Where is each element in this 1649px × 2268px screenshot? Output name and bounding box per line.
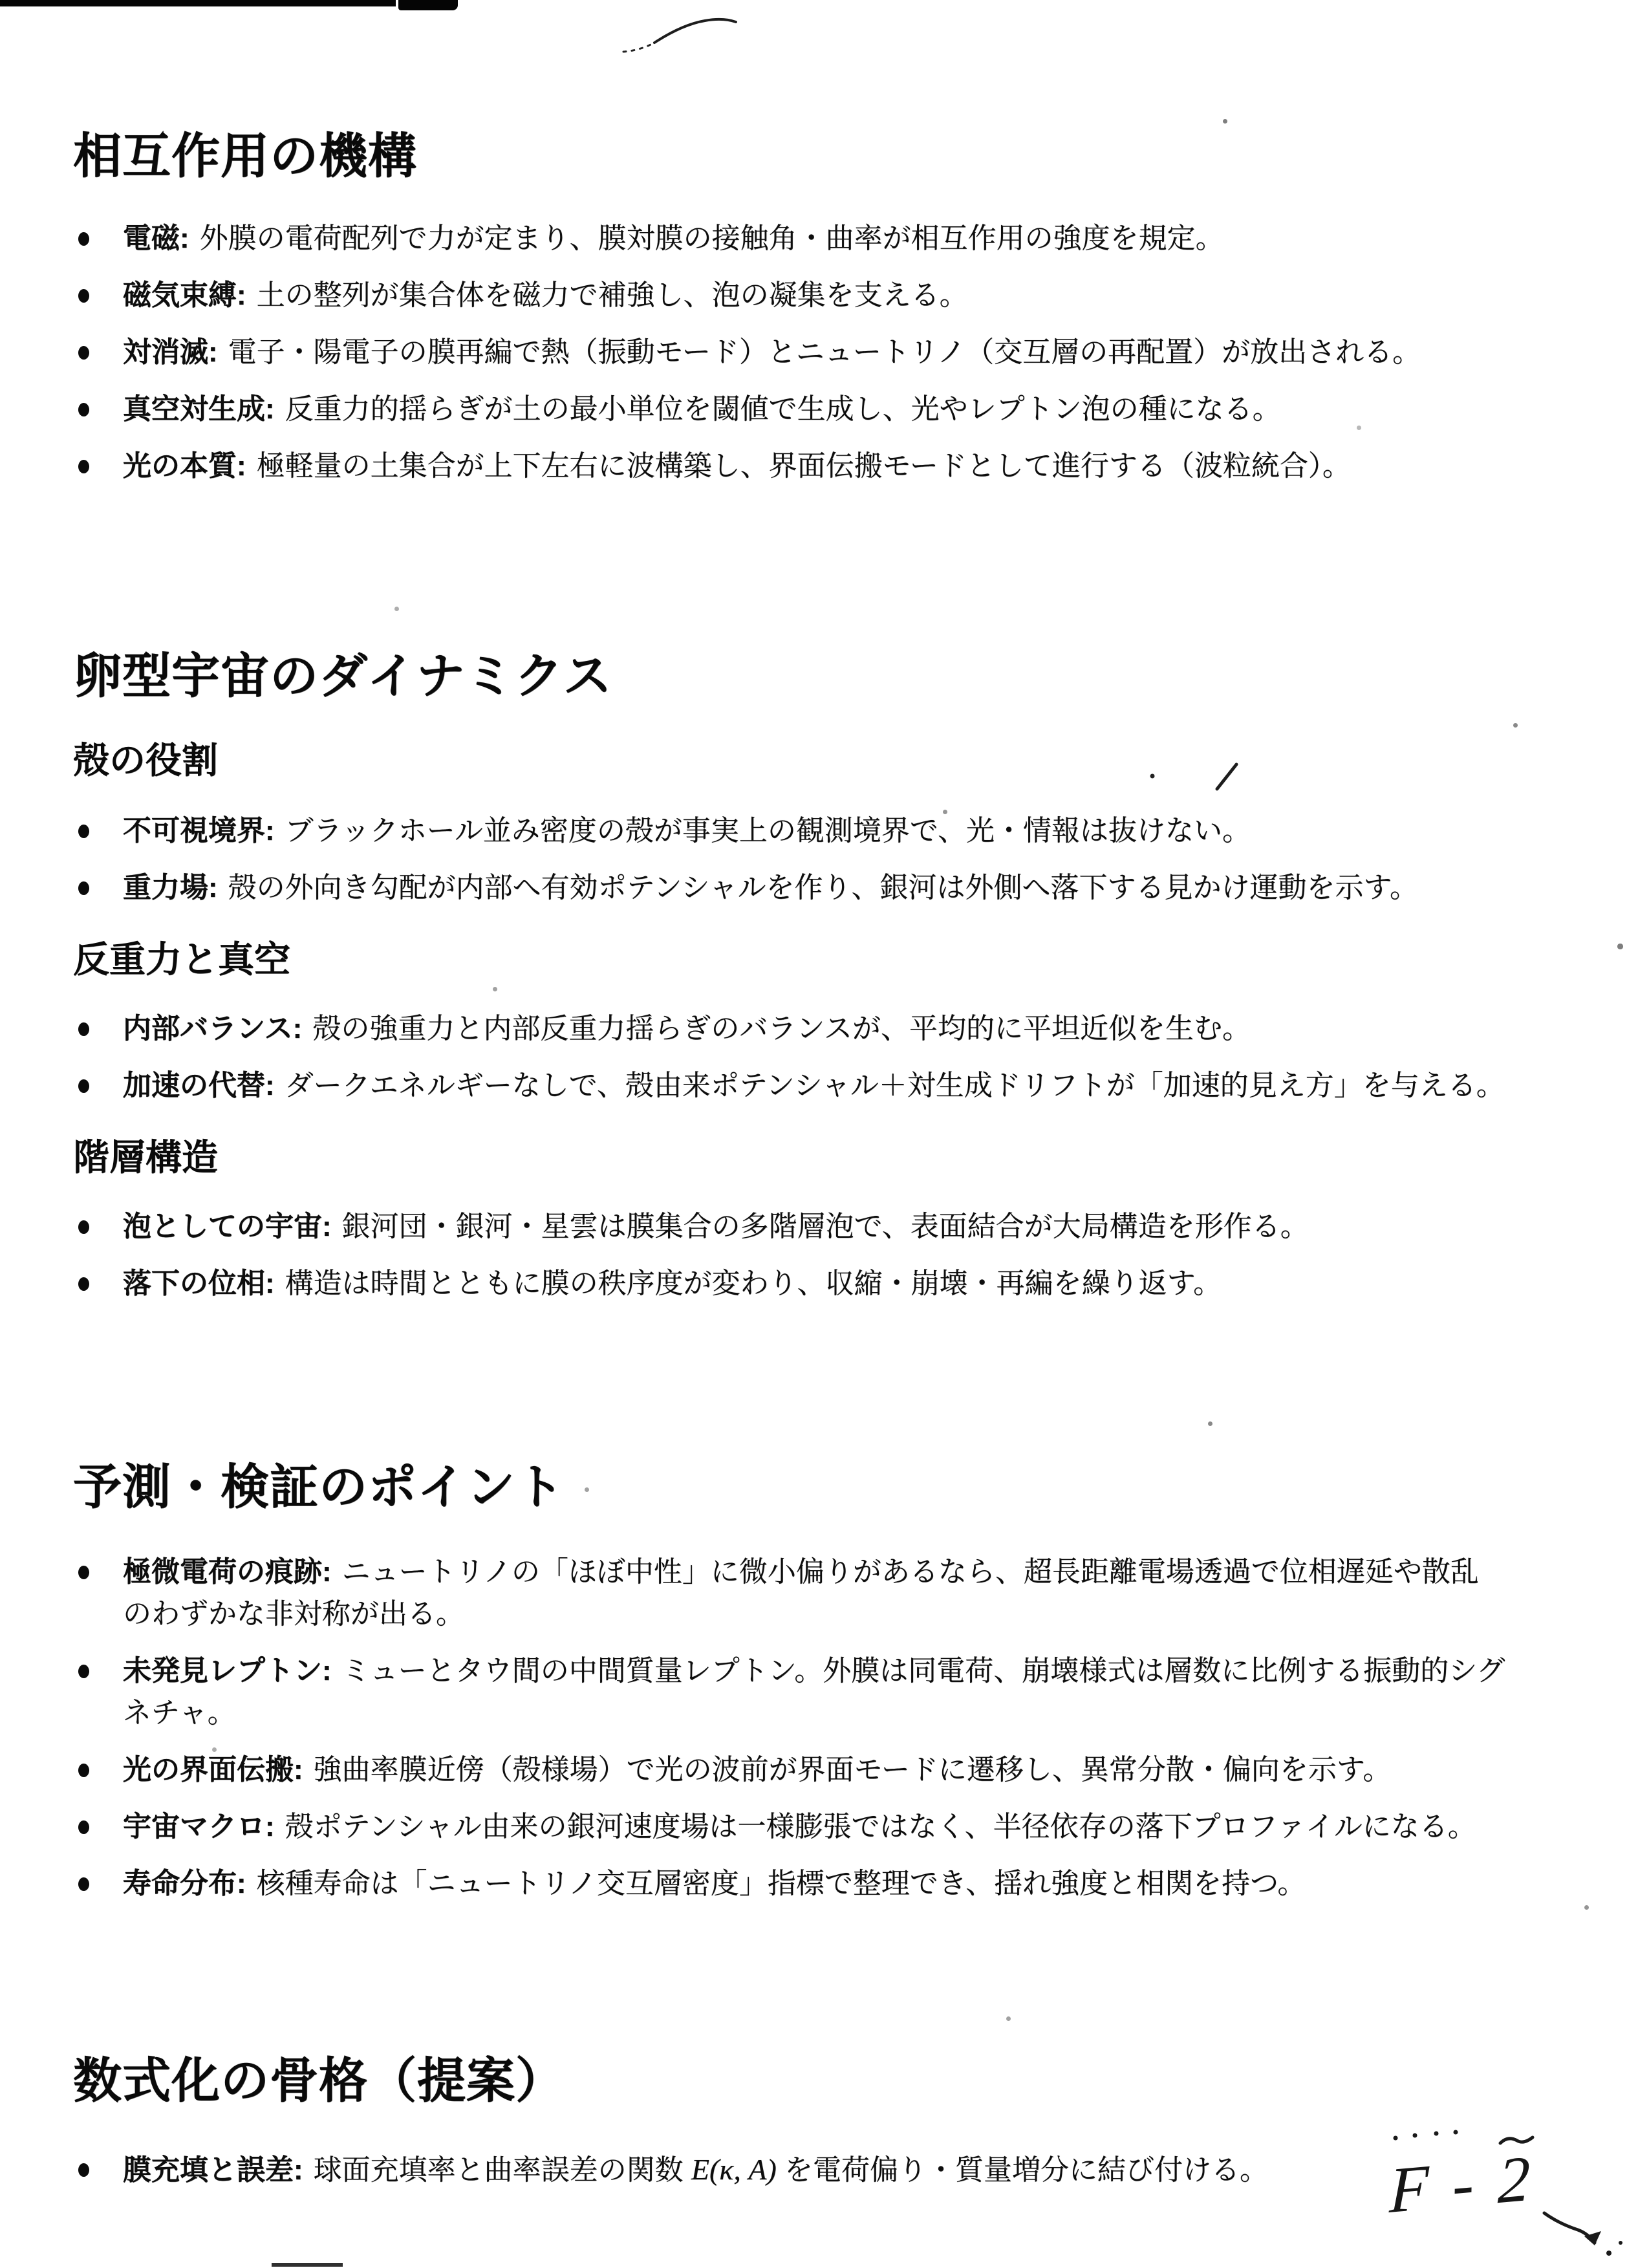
item-label: 未発見レプトン: (123, 1655, 332, 1687)
bullet-icon (78, 289, 89, 303)
item-label: 膜充填と誤差: (123, 2154, 303, 2186)
bullet-icon (78, 1566, 89, 1579)
item-text: 核種寿命は「ニュートリノ交互層密度」指標で整理でき、揺れ強度と相関を持つ。 (256, 1868, 1306, 1899)
subsection-title-hierarchy: 階層構造 (73, 1137, 218, 1178)
pen-tick-icon (1145, 757, 1248, 795)
item-label: 内部バランス: (123, 1013, 303, 1044)
bullet-icon (78, 346, 89, 360)
item-text: 電子・陽電子の膜再編で熱（振動モード）とニュートリノ（交互層の再配置）が放出される。 (228, 336, 1421, 368)
list-item (73, 1749, 1612, 1791)
item-label: 磁気束縛: (123, 279, 246, 311)
bullet-icon (78, 2163, 89, 2177)
bullet-list-antigravity-vacuum (73, 1008, 1612, 1121)
scan-artifact-top-bar (0, 0, 396, 6)
item-text: 殻ポテンシャル由来の銀河速度場は一様膨張ではなく、半径依存の落下プロファイルになる。 (285, 1811, 1476, 1842)
item-text: 反重力的揺らぎが土の最小単位を閾値で生成し、光やレプトン泡の種になる。 (285, 393, 1281, 425)
item-text: 強曲率膜近傍（殻様場）で光の波前が界面モードに遷移し、異常分散・偏向を示す。 (313, 1754, 1392, 1786)
bullet-list-section1 (73, 217, 1612, 502)
section-title-interaction-mechanism: 相互作用の機構 (73, 129, 418, 183)
item-text: ダークエネルギーなしで、殻由来ポテンシャル＋対生成ドリフトが「加速的見え方」を与える。 (285, 1070, 1505, 1101)
list-item (73, 1008, 1612, 1050)
page-mark-text: F - 2 (1388, 2141, 1535, 2227)
subsection-title-antigravity-vacuum: 反重力と真空 (73, 939, 290, 980)
math-formula: E(κ, A) (691, 2153, 777, 2186)
pen-scribble-icon (621, 14, 750, 59)
section-title-egg-universe-dynamics: 卵型宇宙のダイナミクス (73, 649, 612, 703)
item-label: 光の界面伝搬: (123, 1754, 303, 1786)
item-text-before: 球面充填率と曲率誤差の関数 (313, 2154, 691, 2186)
list-item (73, 1650, 1612, 1734)
bullet-icon (78, 1079, 89, 1093)
item-text: ブラックホール並み密度の殻が事実上の観測境界で、光・情報は抜けない。 (285, 815, 1251, 847)
list-item (73, 810, 1612, 852)
bullet-icon (78, 232, 89, 246)
item-label: 宇宙マクロ: (123, 1811, 275, 1842)
bullet-icon (78, 1277, 89, 1291)
list-item (73, 331, 1612, 373)
bullet-icon (78, 460, 89, 473)
list-item (73, 1205, 1612, 1247)
section-title-formalization-framework: 数式化の骨格（提案） (73, 2053, 565, 2108)
item-label: 重力場: (123, 872, 218, 903)
bullet-icon (78, 1022, 89, 1036)
bullet-list-section3 (73, 1551, 1612, 1919)
item-label: 真空対生成: (123, 393, 275, 425)
item-label: 極微電荷の痕跡: (123, 1556, 332, 1588)
list-item (73, 1863, 1612, 1905)
item-label: 寿命分布: (123, 1868, 246, 1899)
section-title-prediction-verification: 予測・検証のポイント (73, 1460, 565, 1514)
bullet-icon (78, 825, 89, 838)
scan-noise (0, 0, 2, 2)
bullet-list-shell-role (73, 810, 1612, 923)
item-label: 対消滅: (123, 336, 218, 368)
list-item (73, 388, 1612, 430)
item-text: 構造は時間とともに膜の秩序度が変わり、収縮・崩壊・再編を繰り返す。 (285, 1268, 1222, 1299)
item-text: 殻の強重力と内部反重力揺らぎのバランスが、平均的に平坦近似を生む。 (312, 1013, 1251, 1044)
bullet-icon (78, 1665, 89, 1678)
scan-artifact-bottom-dash (272, 2263, 343, 2267)
list-item (73, 274, 1612, 316)
bullet-icon (78, 1764, 89, 1777)
item-label: 光の本質: (123, 450, 246, 482)
bullet-list-hierarchy (73, 1205, 1612, 1319)
handwritten-page-mark (1350, 2110, 1649, 2265)
item-text: 外膜の電荷配列で力が定まり、膜対膜の接触角・曲率が相互作用の強度を規定。 (199, 222, 1224, 254)
list-item (73, 217, 1612, 259)
item-text: 銀河団・銀河・星雲は膜集合の多階層泡で、表面結合が大局構造を形作る。 (341, 1211, 1309, 1242)
list-item (73, 445, 1612, 487)
item-text: 殻の外向き勾配が内部へ有効ポテンシャルを作り、銀河は外側へ落下する見かけ運動を示す。 (228, 872, 1418, 903)
item-label: 不可視境界: (123, 815, 275, 847)
list-item (73, 1551, 1612, 1635)
item-text: 極軽量の土集合が上下左右に波構築し、界面伝搬モードとして進行する（波粒統合）。 (256, 450, 1351, 482)
bullet-icon (78, 881, 89, 895)
bullet-icon (78, 1220, 89, 1234)
list-item (73, 867, 1612, 909)
list-item (73, 1262, 1612, 1304)
item-text: ミューとタウ間の中間質量レプトン。外膜は同電荷、崩壊様式は層数に比例する振動的シグネチャ。 (123, 1655, 1505, 1729)
list-item (73, 1806, 1612, 1848)
item-text-after: を電荷偏り・質量増分に結び付ける。 (776, 2154, 1269, 2186)
subsection-title-shell-role: 殻の役割 (73, 740, 218, 781)
scan-artifact-top-blob (398, 0, 458, 10)
item-text: ニュートリノの「ほぼ中性」に微小偏りがあるなら、超長距離電場透過で位相遅延や散乱のわずかな非対称が出る。 (123, 1556, 1479, 1630)
list-item (73, 1064, 1612, 1107)
item-label: 電磁: (123, 222, 189, 254)
item-label: 加速の代替: (123, 1070, 275, 1101)
bullet-icon (78, 403, 89, 416)
bullet-icon (78, 1820, 89, 1834)
bullet-icon (78, 1877, 89, 1891)
item-text: 土の整列が集合体を磁力で補強し、泡の凝集を支える。 (256, 279, 968, 311)
item-label: 落下の位相: (123, 1268, 275, 1299)
item-label: 泡としての宇宙: (123, 1211, 332, 1242)
